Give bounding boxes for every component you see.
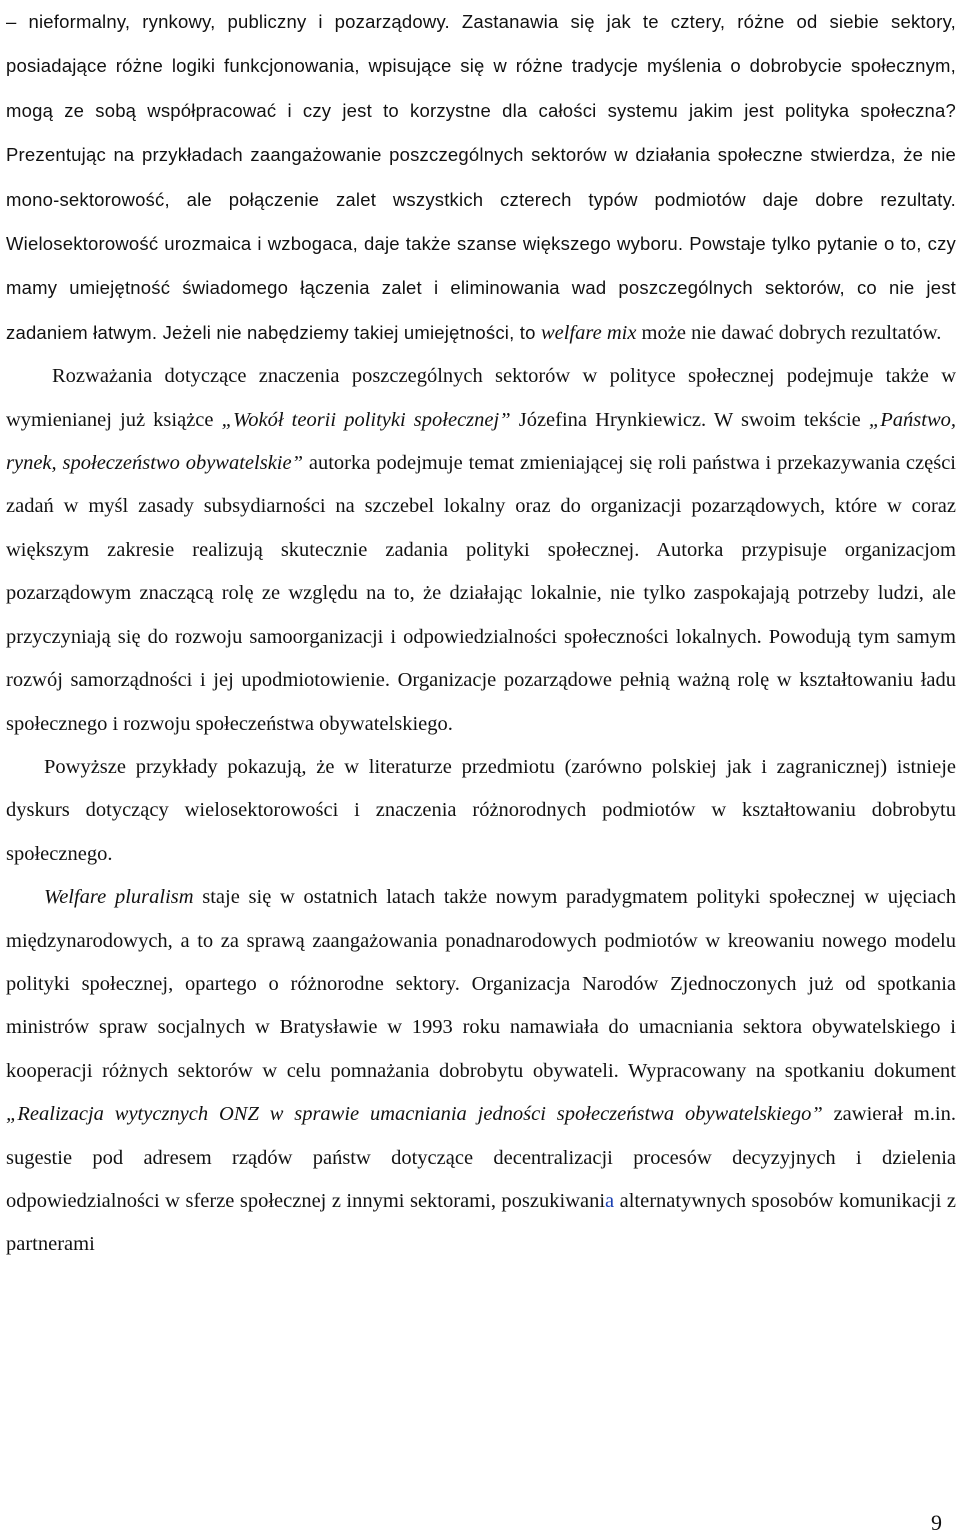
paragraph-2-book-title: „Wokół teorii polityki społecznej” bbox=[221, 408, 511, 431]
paragraph-4-text-b: zawierał m.in. sugestie pod adresem rządów państw dotyczące decentralizacji procesów decyzyjnych i dzielenia odpowiedzialności w sferze społecznej z innymi sektorami, poszukiwani bbox=[6, 1103, 956, 1212]
paragraph-3-text: Powyższe przykłady pokazują, że w literaturze przedmiotu (zarówno polskiej jak i zagranicznej) istnieje dyskurs dotyczący wielosektorowości i znaczenia różnorodnych podmiotów w kształtowaniu dobrobytu społecznego. bbox=[6, 755, 956, 865]
paragraph-1-text: – nieformalny, rynkowy, publiczny i pozarządowy. Zastanawia się jak te cztery, różne od siebie sektory, posiadające różne logiki funkcjonowania, wpisujące się w różne tradycje myślenia o dobrobycie społecznym, mogą ze sobą współpracować i czy jest to korzystne dla całości systemu jakim jest polityka społeczna? Prezentując na przykładach zaangażowanie poszczególnych sektorów w działania społeczne stwierdza, że nie mono-sektorowość, ale połączenie zalet wszystkich czterech typów podmiotów daje dobre rezultaty. Wielosektorowość urozmaica i wzbogaca, daje także szanse większego wyboru. Powstaje tylko pytanie o to, czy mamy umiejętność świadomego łączenia zalet i eliminowania wad poszczególnych sektorów, co nie jest zadaniem łatwym. Jeżeli nie nabędziemy takiej umiejętności, to bbox=[6, 11, 956, 343]
paragraph-4-term: Welfare pluralism bbox=[44, 886, 194, 909]
paragraph-4-document-title: „Realizacja wytycznych ONZ w sprawie umacniania jedności społeczeństwa obywatelskiego” bbox=[6, 1103, 823, 1126]
paragraph-1-ending: może nie dawać dobrych rezultatów. bbox=[636, 321, 942, 344]
paragraph-4-text-c: alternatywnych sposobów komunikacji z partnerami bbox=[6, 1189, 957, 1256]
paragraph-2-article-title: „Państwo, rynek, społeczeństwo obywatelskie” bbox=[6, 408, 957, 475]
paragraph-4-text-a: staje się w ostatnich latach także nowym paradygmatem polityki społecznej w ujęciach międzynarodowych, a to za sprawą zaangażowania ponadnarodowych podmiotów w kreowaniu nowego modelu polityki społecznej, opartego o różnorodne sektory. Organizacja Narodów Zjednoczonych już od spotkania ministrów spraw socjalnych w Bratysławie w 1993 roku namawiała do umacniania sektora obywatelskiego i kooperacji różnych sektorów w celu pomnażania dobrobytu obywateli. Wypracowany na spotkaniu dokument bbox=[6, 886, 956, 1082]
paragraph-4 bbox=[6, 876, 956, 1267]
paragraph-2-text-c: autorka podejmuje temat zmieniającej się roli państwa i przekazywania części zadań w myśl zasady subsydiarności na szczebel lokalny oraz do organizacji pozarządowych, które w coraz większym zakresie realizują skutecznie zadania polityki społecznej. Autorka przypisuje organizacjom pozarządowym znaczącą rolę ze względu na to, że działając lokalnie, nie tylko zaspokajają potrzeby ludzi, ale przyczyniają się do rozwoju samoorganizacji i odpowiedzialności społeczności lokalnych. Powodują tym samym rozwój samorządności i jej upodmiotowienie. Organizacje pozarządowe pełnią ważną rolę w kształtowaniu ładu społecznego i rozwoju społeczeństwa obywatelskiego. bbox=[6, 452, 956, 735]
paragraph-1-emphasis: welfare mix bbox=[540, 321, 637, 344]
document-page bbox=[6, 0, 956, 1267]
paragraph-3 bbox=[6, 746, 956, 876]
paragraph-4-highlight-letter: a bbox=[605, 1189, 615, 1212]
paragraph-2 bbox=[6, 355, 956, 746]
paragraph-2-text-a: Rozważania dotyczące znaczenia poszczególnych sektorów w polityce społecznej podejmuje także w wymienianej już książce bbox=[6, 365, 956, 431]
paragraph-2-text-b: Józefina Hrynkiewicz. W swoim tekście bbox=[510, 408, 869, 431]
paragraph-1 bbox=[6, 0, 956, 355]
page-number: 9 bbox=[931, 1510, 942, 1535]
